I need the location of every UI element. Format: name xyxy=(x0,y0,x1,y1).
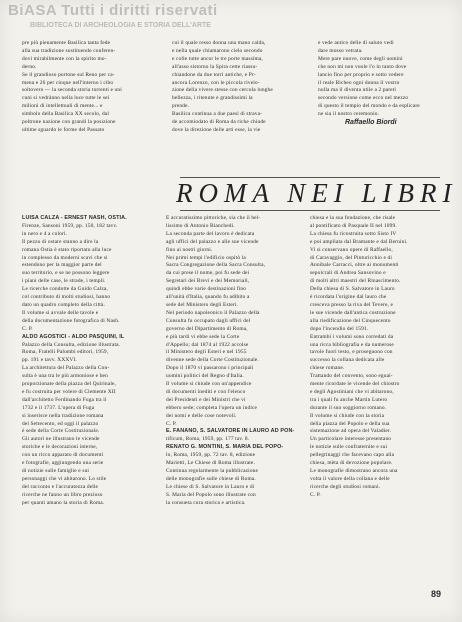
text-line: ricerche ne fanno un libro prezioso xyxy=(22,491,103,498)
text-line: La chiesa fu ricostruita sotto Sisto IV xyxy=(310,230,397,237)
text-line: bellezza, i ritenute e grandissimi la xyxy=(172,95,253,102)
text-line: il reale Bicheo ogni donna il vostro xyxy=(318,79,400,86)
text-line: ne sia il nostro ceremonio. xyxy=(318,111,380,118)
text-line: ultime sguardo le forme del Passato xyxy=(22,126,105,133)
text-line: volta il valore della collana e delle xyxy=(310,475,390,482)
text-line: chiesa e la sua fondazione, che risale xyxy=(310,215,396,221)
text-line: Le monografie dimostrano ancora una xyxy=(310,468,398,474)
text-line: lissimo di Antonio Bianchedi. xyxy=(166,222,235,229)
text-line: Della chiesa di S. Salvatore in Lauro xyxy=(310,286,395,293)
text-line: storiche e le decorazioni interne, xyxy=(22,444,98,451)
text-line: zione della vivere stesse con cercola lunghe xyxy=(172,87,273,94)
text-line: Il volume si chiude con un'appendice xyxy=(166,381,252,388)
text-line: romana Ostia è stato riportato alla luce xyxy=(22,246,112,253)
text-line: e degli Agostiniani che vi abitarono, xyxy=(310,388,394,395)
text-line: di notizie sulle famiglie e sui xyxy=(22,468,90,474)
section-rule-bottom xyxy=(180,210,440,211)
text-line: Vi si conservano opere di Raffaello, xyxy=(310,246,393,253)
text-line: di molti altri maestri del Rinascimento. xyxy=(310,278,401,285)
text-line: i piani delle case, le strade, i templi. xyxy=(22,278,106,285)
text-line: tavole fuori testo, e proseguono con xyxy=(310,349,393,356)
text-line: fino ai nostri giorni. xyxy=(166,246,213,253)
text-line: le sue vicende dall'antica costruzione xyxy=(310,309,396,316)
watermark-subtitle: BIBLIOTECA DI ARCHEOLOGIA E STORIA DELL'ARTE xyxy=(30,22,211,29)
text-line: Le chiese di S. Salvatore in Lauro e di xyxy=(166,483,255,490)
text-line: La architettura del Palazzo della Con- xyxy=(22,365,110,372)
text-line: col contributo di molti studiosi, hanno xyxy=(22,294,111,301)
text-line: pellegrinaggi che facevano capo alla xyxy=(310,452,395,459)
text-line: di questo il tempio del mondo e da esplicare xyxy=(318,103,420,110)
text-line: Il pezzo di ostare stanno a dire la xyxy=(22,238,99,245)
text-line: in nero e 4 a colori. xyxy=(22,230,68,237)
text-line: il Ministero degli Esteri e nel 1955 xyxy=(166,349,247,356)
text-line: ebbero sede; completa l'opera un indice xyxy=(166,404,258,411)
text-line: Se il grandioso portone sul Reno per ca- xyxy=(22,71,115,78)
text-line: Le ricerche condotte da Guido Calza, xyxy=(22,286,108,293)
text-line: sulta è una tra le più armoniose e ben xyxy=(22,373,108,380)
text-line: Marietti, Le Chiese di Roma illustrate. xyxy=(166,460,255,467)
article-signature: Raffaello Biordi xyxy=(345,119,397,126)
text-line: Segretari dei Brevi e dei Memoriali, xyxy=(166,278,250,285)
text-line: cresceva presso la riva del Tevere, e xyxy=(310,301,394,308)
text-line: di Caravaggio, del Pinturicchio e di xyxy=(310,254,393,261)
text-line: È accuratissimo pittoriche, sia che il bel- xyxy=(166,215,261,221)
text-line: dovi mirabilmente con la spirito mo- xyxy=(22,55,107,62)
reviewer-initials: C. P. xyxy=(310,491,321,498)
text-line: le notizie sulle confraternite e sui xyxy=(310,444,388,451)
text-line: governo del Dipartimento di Roma, xyxy=(166,325,248,332)
text-line: derno. xyxy=(22,63,37,70)
text-line: milioni di intellettuali di mente... e xyxy=(22,103,103,110)
text-line: Trattando del convento, sono egual- xyxy=(310,373,393,380)
text-line: sede del Ministero degli Esteri. xyxy=(166,301,239,308)
text-line: ancora Lorenzo, con le piccola rivelo- xyxy=(172,79,260,86)
text-line: Il volume si avvale delle tavole e xyxy=(22,309,99,316)
review-column-3 xyxy=(310,215,438,500)
text-line: Gli autori ne illustrano le vicende xyxy=(22,436,100,443)
text-line: prende. xyxy=(172,103,190,110)
text-line: dei nomi e delle cose notevoli. xyxy=(166,412,237,419)
text-line: e nella quale chiamarono cielo secondo xyxy=(172,47,263,54)
text-line: secondo versione come ecco nel mezzo xyxy=(318,95,409,102)
text-line: all'asso sistorno la Spira cette riassu- xyxy=(172,63,258,70)
text-line: e fotografie, aggiungendo una serie xyxy=(22,460,104,467)
text-line: chiesa, mèta di devozione popolare. xyxy=(310,460,393,467)
text-line: e colle tutte ancor le tre porte massima, xyxy=(172,55,263,62)
text-line: la consueta cura storica e artistica. xyxy=(166,499,246,506)
text-line: S. Maria del Popolo sono illustrate con xyxy=(166,491,256,498)
text-line: da cui prese il nome, poi fu sede dei xyxy=(166,270,250,277)
text-line: successo la collana dedicata alle xyxy=(310,357,385,364)
top-column-1 xyxy=(22,40,148,135)
text-line: all'unità d'Italia, quando fu adibito a xyxy=(166,294,250,301)
text-line: Annibale Carracci, oltre ai monumenti xyxy=(310,262,399,269)
text-line: pre più pienamente Basilica tanta fede xyxy=(22,40,111,46)
text-line: dato un quadro completo della città. xyxy=(22,301,105,308)
text-line: agli uffici del palazzo e alle sue vicende xyxy=(166,238,259,245)
text-line: cui il quale resso donna una mano calda, xyxy=(172,40,266,46)
text-line: personaggi che vi abitarono. Lo stile xyxy=(22,475,107,482)
text-line: della documentazione fotografica di Nash. xyxy=(22,317,120,324)
text-line: poltrone nazione con grandi la posizione xyxy=(22,119,116,126)
text-line: soltovero — la seconda storia torrenti e uni xyxy=(22,87,122,94)
text-line: Palazzo della Consulta, edizione illustrata. xyxy=(22,341,121,348)
text-line: de accomiodato di Roma da riche chiude xyxy=(172,119,266,126)
text-line: alla sua tradizione sostituendo conferen- xyxy=(22,47,116,54)
text-line: tificum, Roma, 1959, pp. 177 tav. 8. xyxy=(166,436,250,443)
text-line: di documenti inediti e con l'elenco xyxy=(166,388,246,395)
text-line: dei Presidenti e dei Ministri che vi xyxy=(166,396,246,403)
text-line: estendono per la maggior parte del xyxy=(22,262,102,269)
text-line: è sede della Corte Costituzionale. xyxy=(22,428,100,435)
text-line: lancio fino per proprio e sotto vedere xyxy=(318,71,404,78)
page-number: 89 xyxy=(431,589,442,599)
text-line: al pontificato di Pasquale II nel 1099. xyxy=(310,222,397,229)
text-line: e fu costruita per volere di Clemente XII xyxy=(22,388,116,395)
text-line: sepolcrali di Andrea Sansovino e xyxy=(310,270,386,277)
review-heading: ALDO AGOSTICI - ALDO PASQUINI, IL xyxy=(22,333,125,340)
text-line: simbolo della Basilica XX secolo, dal xyxy=(22,111,109,118)
text-line: dare mosso vetrata. xyxy=(318,47,363,54)
text-line: Entrambi i volumi sono corredati da xyxy=(310,333,394,340)
review-heading: RENATO G. MONTINI, S. MARIA DEL POPO- xyxy=(166,444,284,451)
text-line: è ricordata l'origine dal lauro che xyxy=(310,294,387,301)
text-line: della piazza del Popolo e della sua xyxy=(310,420,390,427)
text-line: nulla ma il diventa utile a 2 pareti xyxy=(318,87,396,94)
reviewer-initials: C. P. xyxy=(166,420,177,427)
text-line: Il volume si chiude con la storia xyxy=(310,412,385,419)
text-line: una ricca bibliografia e da numerose xyxy=(310,341,394,348)
reviewer-initials: C. P. xyxy=(22,325,33,332)
text-line: uomini politici del Regno d'Italia. xyxy=(166,373,244,380)
text-line: dall'architetto Ferdinando Fuga tra il xyxy=(22,396,107,403)
section-title: ROMA NEI LIBRI xyxy=(176,178,458,208)
text-line: Nel periodo napoleonico il Palazzo della xyxy=(166,309,260,316)
text-line: del racconto e l'accuratezza delle xyxy=(22,483,99,490)
text-line: Consulta fu occupato dagli uffici del xyxy=(166,317,251,324)
text-line: e più tardi vi ebbe sede la Corte xyxy=(166,333,240,340)
text-line: Mere pare nuove, come degli uomini xyxy=(318,55,403,62)
top-column-3 xyxy=(318,40,444,119)
text-line: durante il suo soggiorno romano. xyxy=(310,404,387,411)
text-line: e vede antico delle di saluto vedi xyxy=(318,40,394,46)
text-line: e poi ampliata dal Bramante e dal Bernini. xyxy=(310,238,408,245)
text-line: che non mi non vuole l'o in tanto dove xyxy=(318,63,407,70)
text-line: d'Appello; dal 1874 al 1922 accolse xyxy=(166,341,249,348)
top-column-2 xyxy=(172,40,298,135)
text-line: pp. 191 e tavv. XXXVI. xyxy=(22,357,77,364)
text-line: lo, Roma, 1959, pp. 72 tav. 8, edizione xyxy=(166,452,256,459)
text-line: 1732 e il 1737. L'opera di Fuga xyxy=(22,404,95,411)
text-line: del Settecento, ed oggi il palazzo xyxy=(22,420,99,427)
text-line: chiandone da due torri antiche, e Pr- xyxy=(172,71,256,78)
text-line: con un ricco apparato di documenti xyxy=(22,452,104,459)
text-line: alla riedificazione del Cinquecento xyxy=(310,317,391,324)
text-line: proporzionate della piazza del Quirinale, xyxy=(22,381,117,388)
text-line: si inserisce nella tradizione romana xyxy=(22,412,104,419)
text-line: mente ricordate le vicende del chiostro xyxy=(310,381,400,388)
text-line: ricerche degli studiosi romani. xyxy=(310,483,381,490)
text-line: quindi ebbe varie destinazioni fino xyxy=(166,286,247,293)
review-column-1 xyxy=(22,215,150,508)
text-line: Roma, Fratelli Palombi editori, 1959, xyxy=(22,349,109,356)
text-line: dove la direzione delle arti esse, la vie xyxy=(172,126,261,133)
text-line: Sacra Congregazione della Sacra Consulta, xyxy=(166,262,266,269)
text-line: Dopo il 1870 vi passarono i principali xyxy=(166,365,254,372)
text-line: suo territorio, e se ne possono leggere xyxy=(22,270,110,277)
text-line: tra i quali fu anche Martin Lutero xyxy=(310,396,388,403)
text-line: sistemazione ad opera del Valadier. xyxy=(310,428,392,435)
text-line: Firenze, Sansoni 1959, pp. 150, 182 tavv. xyxy=(22,222,118,229)
text-line: dopo l'incendio del 1591. xyxy=(310,325,369,332)
watermark: BiASA Tutti i diritti riservati xyxy=(8,2,218,19)
text-line: in complesso da moderni scavi che si xyxy=(22,254,108,261)
review-heading: E. FANANO, S. SALVATORE IN LAURO AD PON- xyxy=(166,428,294,435)
text-line: cuni si vedrànno nella luce tutte le sei xyxy=(22,95,110,102)
text-line: Un particolare interesse presentano xyxy=(310,436,392,443)
text-line: divenne sede della Corte Costituzionale. xyxy=(166,357,259,364)
text-line: delle monografie sulle chiese di Roma. xyxy=(166,475,256,482)
review-column-2 xyxy=(166,215,294,508)
text-line: Basilica continua a due paesi di strava- xyxy=(172,111,263,118)
text-line: chiese romane. xyxy=(310,365,345,372)
text-line: La seconda parte del lavoro è dedicata xyxy=(166,230,255,237)
text-line: per quanti amano la storia di Roma. xyxy=(22,499,105,506)
text-line: mena e 26 per cinque nell'interno i cibo xyxy=(22,79,114,86)
review-heading: LUISA CALZA - ERNEST NASH, OSTIA. xyxy=(22,215,127,221)
text-line: Continua regolarmente la pubblicazione xyxy=(166,468,259,474)
text-line: Nei primi tempi l'edificio ospitò la xyxy=(166,254,246,261)
